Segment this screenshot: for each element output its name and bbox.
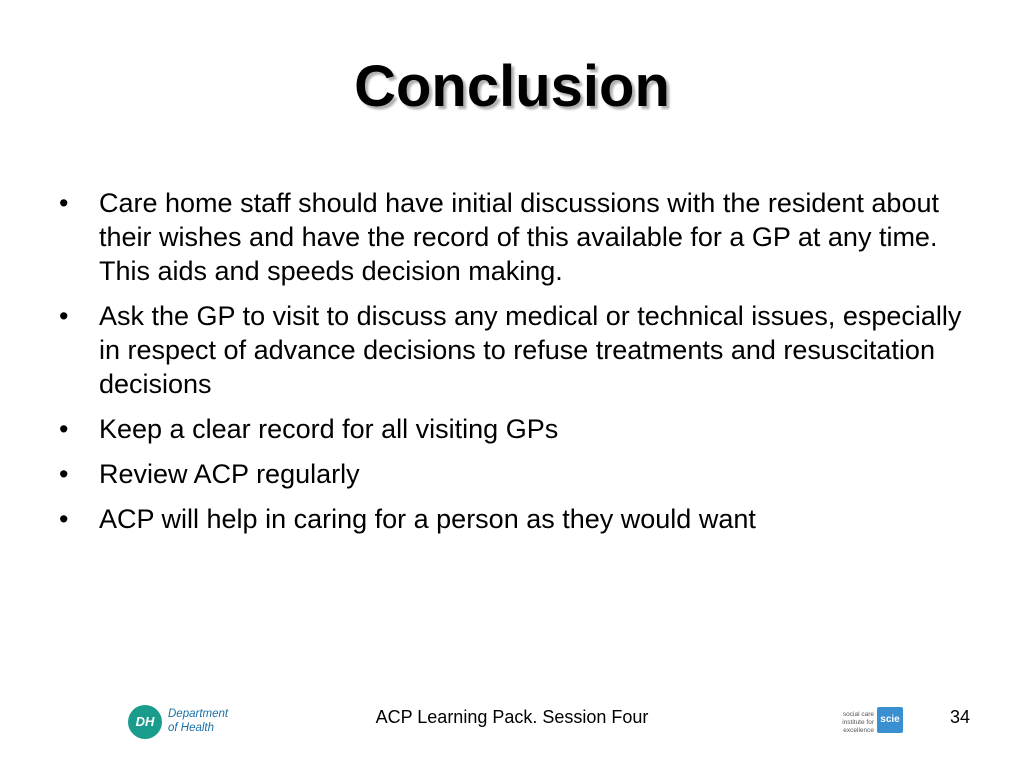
bullet-text: Keep a clear record for all visiting GPs — [99, 414, 559, 444]
bullet-marker: • — [59, 301, 69, 331]
dh-logo-mark: DH — [128, 705, 162, 739]
bullet-item — [56, 457, 976, 491]
bullet-marker: • — [59, 504, 69, 534]
slide-title: Conclusion — [354, 54, 670, 119]
scie-logo-mark: scie — [877, 707, 903, 733]
bullet-text: Care home staff should have initial discussions with the resident about their wishes and have the record of this available for a GP at any time. This aids and speeds decision making. — [99, 188, 939, 286]
bullet-item — [56, 412, 976, 446]
scie-tagline: social care institute for excellence — [842, 711, 874, 734]
dh-logo-name: Department of Health — [168, 708, 229, 734]
page-number: 34 — [949, 707, 970, 727]
bullet-marker: • — [59, 188, 69, 218]
bullet-text: Review ACP regularly — [99, 459, 360, 489]
bullet-text: Ask the GP to visit to discuss any medical or technical issues, especially in respect of advance decisions to refuse treatments and resuscitation decisions — [99, 301, 962, 399]
bullet-item — [56, 502, 976, 536]
bullet-item — [56, 299, 976, 401]
bullet-marker: • — [59, 459, 69, 489]
scie-logo — [810, 707, 902, 735]
bullet-marker: • — [59, 414, 69, 444]
bullet-list — [56, 186, 976, 547]
footer-text: ACP Learning Pack. Session Four — [375, 707, 649, 727]
bullet-text: ACP will help in caring for a person as they would want — [99, 504, 756, 534]
bullet-item — [56, 186, 976, 288]
